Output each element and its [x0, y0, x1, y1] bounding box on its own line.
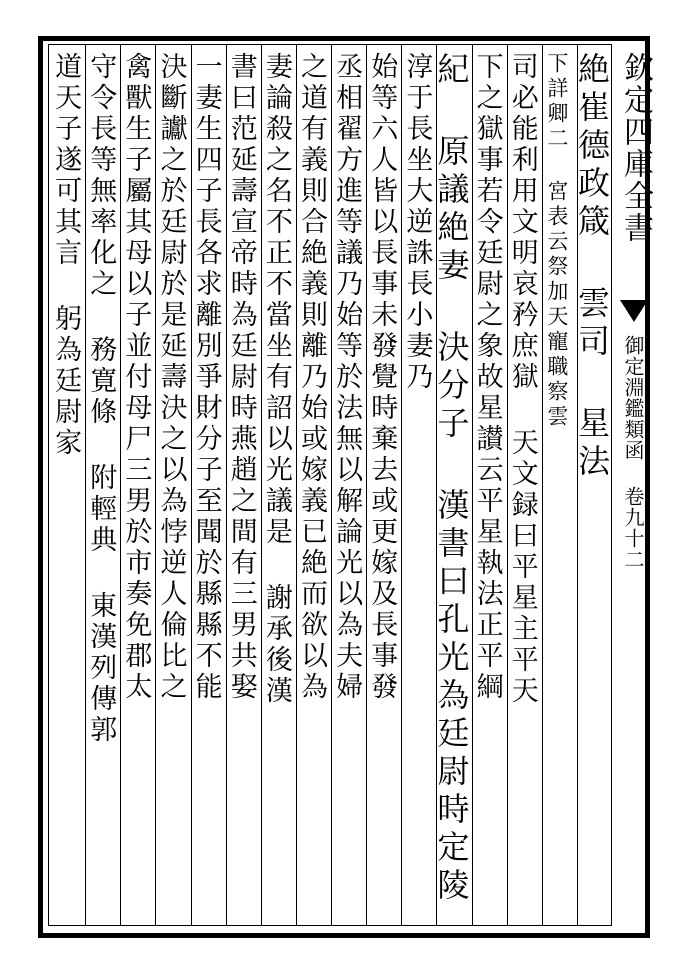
text-column-1: 絶崔德政箴 雲司 星法 [573, 52, 611, 482]
text-column-12: 一妻生四子長各求離別爭財分子至聞於縣縣不能 [190, 52, 222, 703]
column-rule [401, 44, 402, 926]
column-rule [226, 44, 227, 926]
text-column-7: 始等六人皆以長事未發覺時棄去或更嫁及長事發 [366, 52, 398, 703]
text-column-8: 丞相翟方進等議乃始等於法無以解論光以為夫婦 [331, 52, 363, 703]
text-column-2: 下詳卿二 宮表云祭加天寵職察雲 [544, 52, 569, 430]
text-column-10: 妻論殺之名不正不當坐有詔以光議是 謝承後漢 [260, 52, 292, 707]
text-column-16: 道天子遂可其言 躬為廷尉家 [50, 52, 82, 459]
column-rule [261, 44, 262, 926]
text-column-6: 淳于長坐大逆誅長小妻乃 [401, 52, 433, 393]
text-column-15: 守令長等無率化之 務寛條 附輕典 東漢列傳郭 [85, 52, 117, 746]
column-rule [507, 44, 508, 926]
column-rule [155, 44, 156, 926]
column-rule [191, 44, 192, 926]
column-rule [85, 44, 86, 926]
text-column-5: 紀 原議絶妻 決分子 漢書曰孔光為廷尉時定陵 [432, 52, 471, 906]
column-rule [577, 44, 578, 926]
side-subtitle: 御定淵鑑類函 卷九十二 [621, 335, 645, 570]
column-rule [542, 44, 543, 926]
column-rule [296, 44, 297, 926]
text-column-3: 司必能利用文明哀矜庶獄 天文録曰平星主平天 [506, 52, 538, 707]
text-column-9: 之道有義則合絶義則離乃始或嫁義已絶而欲以為 [296, 52, 327, 703]
column-rule [436, 44, 437, 926]
column-rule [472, 44, 473, 926]
text-column-13: 決斷讞之於廷尉於是延壽決之以為悖逆人倫比之 [155, 52, 187, 703]
column-rule [120, 44, 121, 926]
column-rule [366, 44, 367, 926]
fish-tail-ornament [620, 300, 648, 322]
side-title: 欽定四庫全書 [618, 52, 653, 244]
text-column-11: 書曰范延壽宣帝時為廷尉時燕趙之間有三男共娶 [225, 52, 257, 703]
text-column-14: 禽獸生子屬其母以子並付母尸三男於市奏免郡太 [120, 52, 152, 703]
column-rule [331, 44, 332, 926]
text-column-4: 下之獄事若令廷尉之象故星讃云平星執法正平綱 [471, 52, 503, 703]
